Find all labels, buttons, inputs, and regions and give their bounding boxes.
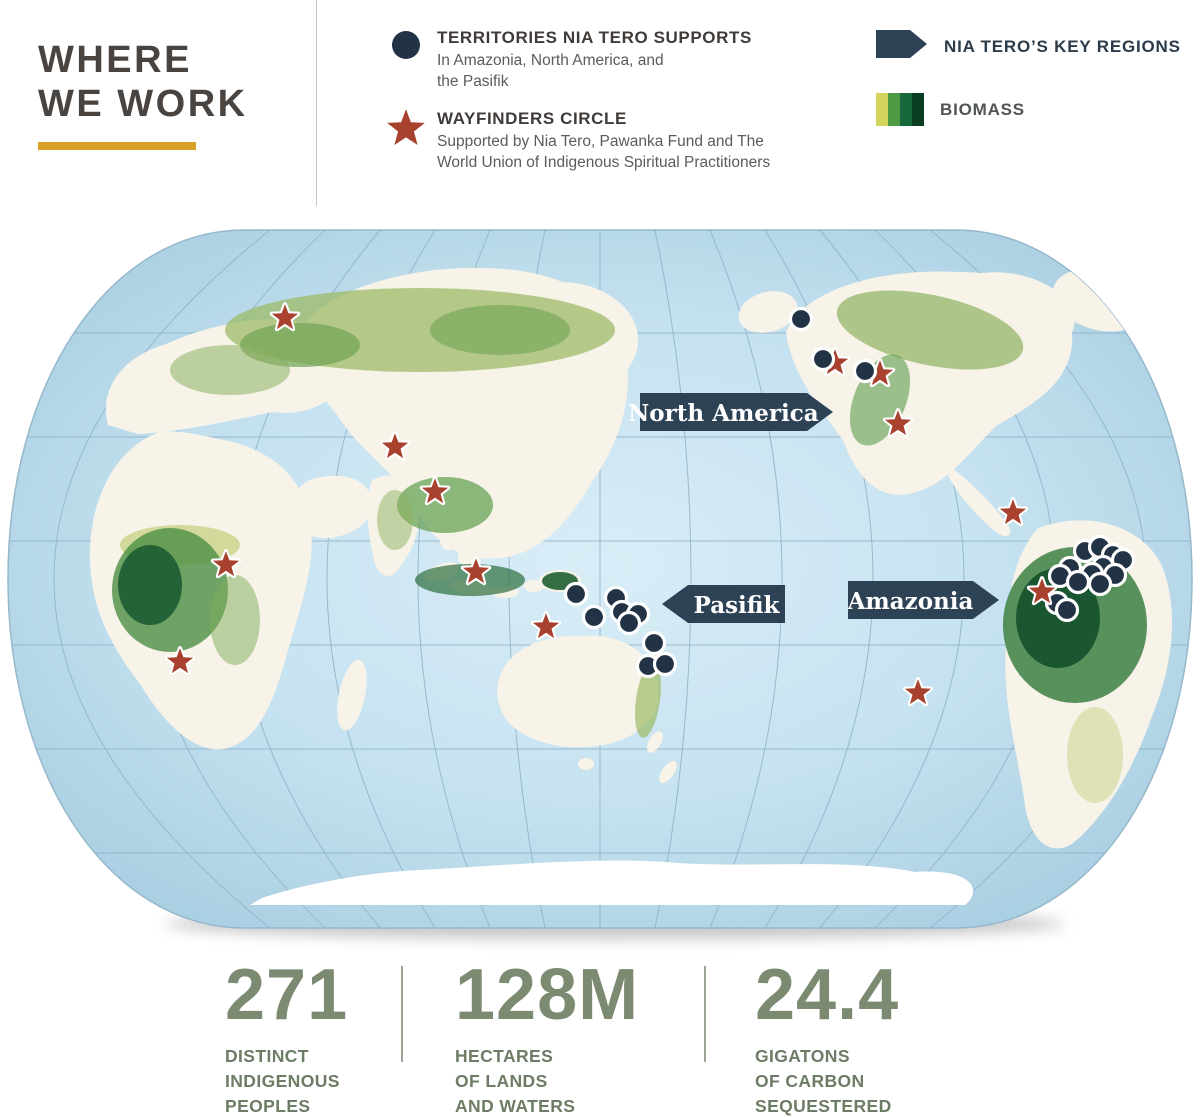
legend-territories [384,28,804,93]
territory-circle-marker [644,633,665,654]
territory-circle-marker [855,361,876,382]
territory-circle-marker [1057,600,1078,621]
region-banner-label-pasifik: Pasifik [693,592,780,619]
stat-indigenous-peoples [225,955,349,1117]
territory-circle-marker [813,349,834,370]
territory-circle-marker [655,654,676,675]
territory-circle-marker [791,309,812,330]
biomass-scale-icon [876,93,924,126]
title-line-2: WE WORK [38,83,248,126]
stat-divider [704,966,706,1062]
legend-key-regions [876,30,1181,63]
wayfinders-description: Supported by Nia Tero, Pawanka Fund and The World Union of Indigenous Spiritual Practitioners [437,132,771,171]
wayfinders-heading: WAYFINDERS CIRCLE [437,108,627,128]
key-regions-pennant-icon [876,30,928,63]
biomass-heading: BIOMASS [940,99,1025,119]
stat-carbon [755,955,900,1117]
region-banner-label-north-america: North America [628,400,819,427]
territory-circle-marker [584,607,605,628]
territory-circle-marker [1068,572,1089,593]
legend-right [876,30,1181,156]
title-underline [38,142,196,150]
wayfinder-star-icon [384,107,428,156]
stat-value: 128M [455,955,640,1035]
title-line-1: WHERE [38,39,192,81]
page-title [38,38,248,126]
stat-hectares [455,955,640,1117]
header-divider [316,0,317,206]
territory-circle-marker [566,584,587,605]
legend-wayfinders [384,109,804,174]
legend-biomass [876,93,1181,126]
key-regions-heading: NIA TERO’S KEY REGIONS [944,36,1181,56]
stat-value: 24.4 [755,955,900,1035]
legend-left [384,28,804,190]
territories-description: In Amazonia, North America, and the Pasifik [437,52,664,90]
region-banner-label-amazonia: Amazonia [847,588,974,615]
stat-value: 271 [225,955,349,1035]
territory-circle-marker [1090,574,1111,595]
territory-circle-marker [619,613,640,634]
stat-label: DISTINCT INDIGENOUS PEOPLES [225,1045,340,1117]
stat-label: GIGATONS OF CARBON SEQUESTERED [755,1045,892,1117]
stat-label: HECTARES OF LANDS AND WATERS [455,1045,576,1117]
territory-circle-icon [384,30,428,65]
stat-divider [401,966,403,1062]
territories-heading: TERRITORIES NIA TERO SUPPORTS [437,28,752,47]
